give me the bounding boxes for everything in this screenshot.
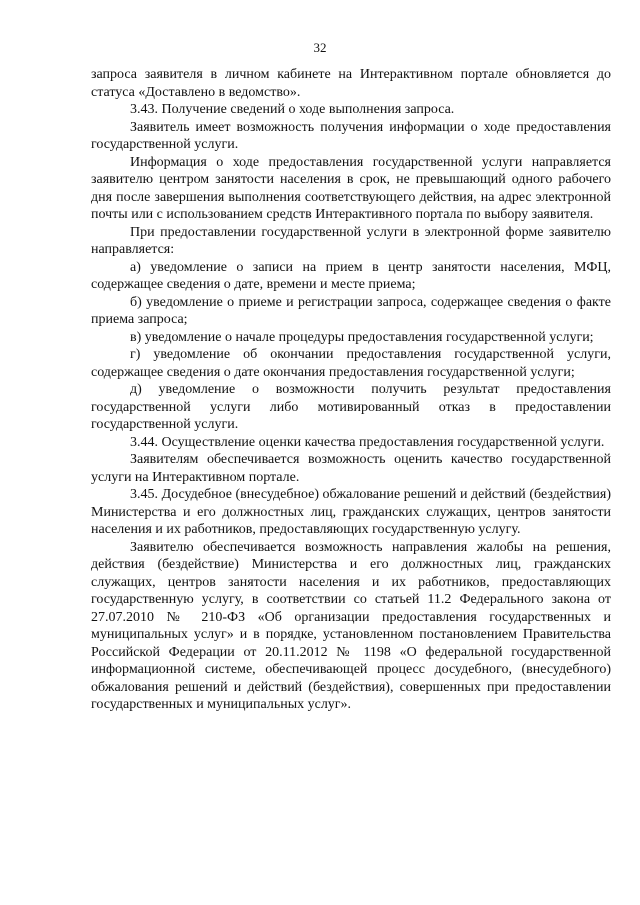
paragraph: При предоставлении государственной услуги в электронной форме заявителю направляется: bbox=[91, 224, 611, 257]
list-item-v: в) уведомление о начале процедуры предоставления государственной услуги; bbox=[130, 329, 594, 345]
page-number: 32 bbox=[313, 40, 327, 55]
list-item-g: г) уведомление об окончании предоставления государственной услуги, содержащее сведения о дате окончания предоставления государственной услуги; bbox=[91, 347, 611, 380]
list-item-d: д) уведомление о возможности получить результат предоставления государственной услуги либо мотивированный отказ в предоставлении государственной услуги. bbox=[91, 382, 611, 432]
paragraph: Заявитель имеет возможность получения информации о ходе предоставления государственной услуги. bbox=[91, 119, 611, 152]
section-heading-3-44: 3.44. Осуществление оценки качества предоставления государственной услуги. bbox=[130, 434, 605, 450]
paragraph: Заявителю обеспечивается возможность направления жалобы на решения, действия (бездействие) Министерства и его должностных лиц, гражданских служащих, центров занятости населения и их работников, предоставляющих государственную услугу, в соответствии со статьей 11.2 Федерального закона от 27.07.2010 № 210-ФЗ «Об организации предоставления государственных и муниципальных услуг» и в порядке, установленном постановлением Правительства Российской Федерации от 20.11.2012 № 1198 «О федеральной государственной информационной системе, обеспечивающей процесс досудебного, (внесудебного) обжалования решений и действий (бездействия), совершенных при предоставлении государственных и муниципальных услуг». bbox=[91, 539, 611, 712]
section-heading-3-45: 3.45. Досудебное (внесудебное) обжалование решений и действий (бездействия) Министерства и его должностных лиц, гражданских служащих, центров занятости населения и их работников, предоставляющих государственную услугу. bbox=[91, 487, 611, 537]
list-item-a: а) уведомление о записи на прием в центр занятости населения, МФЦ, содержащее сведения о дате, времени и месте приема; bbox=[91, 259, 611, 292]
section-heading-3-43: 3.43. Получение сведений о ходе выполнения запроса. bbox=[130, 102, 455, 117]
paragraph: Заявителям обеспечивается возможность оценить качество государственной услуги на Интерактивном портале. bbox=[91, 452, 611, 485]
paragraph: Информация о ходе предоставления государственной услуги направляется заявителю центром занятости населения в срок, не превышающий одного рабочего дня после завершения выполнения соответствующего действия, на адрес электронной почты или с использованием средств Интерактивного портала по выбору заявителя. bbox=[91, 154, 611, 222]
document-body bbox=[91, 66, 611, 714]
list-item-b: б) уведомление о приеме и регистрации запроса, содержащее сведения о факте приема запроса; bbox=[91, 294, 611, 327]
paragraph-continuation: запроса заявителя в личном кабинете на Интерактивном портале обновляется до статуса «Доставлено в ведомство». bbox=[91, 67, 611, 100]
